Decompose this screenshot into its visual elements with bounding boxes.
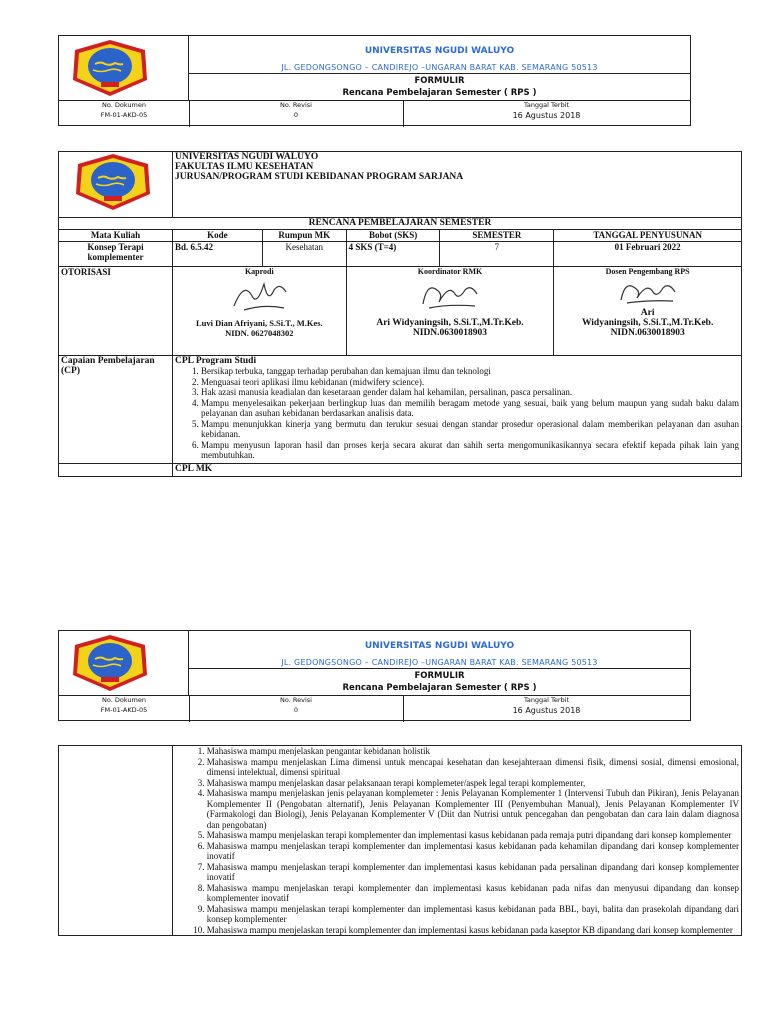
list-item: 1. Bersikap terbuka, tanggap terhadap perubahan dan kemajuan ilmu dan teknologi (201, 366, 739, 377)
header-form-title: Rencana Pembelajaran Semester ( RPS ) (342, 683, 537, 693)
dosen-label: Dosen Pengembang RPS (605, 267, 690, 276)
header-form-label: FORMULIR (414, 76, 465, 86)
cpl-prodi-list (175, 366, 739, 461)
list-item: 9. Mahasiswa mampu menjelaskan terapi komplementer dan implementasi kasus kebidanan pada BBL, bayi, balita dan prasekolah dipandang dari konsep komplementer (207, 904, 739, 925)
col-bobot: Bobot (SKS) (346, 230, 440, 242)
doc-no-label: No. Dokumen (102, 696, 146, 704)
cpl-mk-cell (172, 746, 741, 936)
header-footer (59, 100, 690, 127)
col-rumpun: Rumpun MK (262, 230, 346, 242)
col-mk: Mata Kuliah (59, 230, 173, 242)
rev-label: No. Revisi (280, 101, 312, 109)
col-tanggal: TANGGAL PENYUSUNAN (554, 230, 742, 242)
signature-icon (224, 276, 294, 316)
date-label: Tanggal Terbit (523, 101, 570, 109)
rev-value: 0 (293, 111, 299, 119)
rev-value: 0 (293, 706, 299, 714)
date-value: 16 Agustus 2018 (512, 706, 581, 715)
dosen-nidn: NIDN.0630018903 (610, 328, 685, 338)
logo-cell (59, 36, 189, 100)
header-form-label: FORMULIR (414, 671, 465, 681)
list-item: 4. Mahasiswa mampu menjelaskan jenis pelayanan komplemeter : Jenis Pelayanan Komplementer 1 (Intervensi Tubuh dan Pikiran), Jenis Pelayanan Komplementer II (Pengobatan alternatif), Jenis Pelayanan Komplementer III (Penyembuhan Manual), Jenis Pelayanan Komplementer IV (Farmakologi dan Biologi), Jenis Pelayanan Komplementer V (Diit dan Nutrisi untuk pencegahan dan pengobatan dan cara lain dalam diagnosa dan pengobatan) (207, 788, 739, 830)
cp-label: Capaian Pembelajaran (CP) (59, 356, 173, 464)
cpl-mk-list (175, 746, 739, 935)
list-item: 6. Mampu menyusun laporan hasil dan proses kerja secara akurat dan sahih serta mengomunikasikannya secara efektif kepada pihak lain yang membutuhkan. (201, 440, 739, 461)
header-title-area (189, 36, 690, 100)
institution-logo-cell (59, 152, 173, 218)
doc-no-value: FM-01-AKD-05 (100, 111, 148, 119)
header-address: JL. GEDONGSONGO – CANDIREJO –UNGARAN BARAT KAB. SEMARANG 50513 (281, 63, 598, 72)
col-semester: SEMESTER (440, 230, 554, 242)
header-form-title: Rencana Pembelajaran Semester ( RPS ) (342, 88, 537, 98)
list-item: 1. Mahasiswa mampu menjelaskan pengantar kebidanan holistik (207, 746, 739, 757)
signature-icon (613, 276, 683, 306)
cpl-mk-table (58, 745, 742, 936)
institution-line3: JURUSAN/PROGRAM STUDI KEBIDANAN PROGRAM SARJANA (174, 172, 464, 182)
university-logo-icon (67, 38, 153, 98)
dosen-name2: Widyaningsih, S.Si.T.,M.Tr.Keb. (581, 318, 714, 328)
list-item: 5. Mahasiswa mampu menjelaskan terapi komplementer dan implementasi kasus kebidanan pada remaja putri dipandang dari konsep komplementer (207, 830, 739, 841)
list-item: 10. Mahasiswa mampu menjelaskan terapi komplementer dan implementasi kasus kebidanan pada kaseptor KB dipandang dari konsep komplementer (207, 925, 739, 936)
header-title-area (189, 631, 690, 695)
list-item: 4. Mampu menyelesaikan pekerjaan berlingkup luas dan memilih beragam metode yang sesuai, baik yang belum maupun yang sudah baku dalam pelayanan dan asuhan kebidanan berdasarkan analisis data. (201, 398, 739, 419)
rmk-nidn: NIDN.0630018903 (412, 328, 488, 338)
rmk-name: Ari Widyaningsih, S.Si.T.,M.Tr.Keb. (376, 318, 524, 328)
list-item: 7. Mahasiswa mampu menjelaskan terapi komplementer dan implementasi kasus kebidanan pada persalinan dipandang dari konsep komplementer inovatif (207, 862, 739, 883)
course-mk: Konsep Terapi komplementer (59, 242, 173, 267)
dosen-cell (554, 267, 742, 356)
kaprodi-nidn: NIDN. 0627048302 (225, 328, 294, 338)
cpl-mk-label: CPL MK (172, 463, 741, 476)
rmk-label: Koordinator RMK (417, 267, 483, 276)
list-item: 6. Mahasiswa mampu menjelaskan terapi komplementer dan implementasi kasus kebidanan pada kehamilan dipandang dari konsep komplementer inovatif (207, 841, 739, 862)
issue-date (403, 101, 690, 127)
otorisasi-label: OTORISASI (59, 267, 173, 356)
course-semester: 7 (440, 242, 554, 267)
logo-cell (59, 631, 189, 695)
list-item: 3. Hak azasi manusia keadialan dan kesetaraan gender dalam hal kehamilan, persalinan, pasca persalinan. (201, 387, 739, 398)
signature-icon (415, 276, 485, 316)
date-label: Tanggal Terbit (523, 696, 570, 704)
list-item: 3. Mahasiswa mampu menjelaskan dasar pelaksanaan terapi komplemeter/aspek legal terapi komplementer, (207, 778, 739, 789)
header-university: UNIVERSITAS NGUDI WALUYO (364, 641, 515, 651)
header-address: JL. GEDONGSONGO – CANDIREJO –UNGARAN BARAT KAB. SEMARANG 50513 (281, 658, 598, 667)
doc-no (59, 696, 189, 722)
institution-line1: UNIVERSITAS NGUDI WALUYO (174, 152, 319, 162)
course-rumpun: Kesehatan (262, 242, 346, 267)
list-item: 8. Mahasiswa mampu menjelaskan terapi komplementer dan implementasi kasus kebidanan pada nifas dan menyusui dipandang dan konsep komplementer inovatif (207, 883, 739, 904)
form-header-2 (58, 630, 691, 721)
list-item: 5. Mampu menunjukkan kinerja yang bermutu dan terukur sesuai dengan standar prosedur operasional dalam memberikan pelayanan dan asuhan kebidanan. (201, 419, 739, 440)
issue-date (403, 696, 690, 722)
rev-label: No. Revisi (280, 696, 312, 704)
course-bobot: 4 SKS (T=4) (346, 242, 440, 267)
kaprodi-name: Luvi Dian Afriyani, S.Si.T., M.Kes. (196, 318, 323, 328)
rps-title: RENCANA PEMBELAJARAN SEMESTER (59, 218, 742, 230)
list-item: 2. Mahasiswa mampu menjelaskan Lima dimensi untuk mencapai kesehatan dan kesejahteraan dimensi fisik, dimensi sosial, dimensi emosional, dimensi intelektual, dimensi spiritual (207, 757, 739, 778)
doc-no-value: FM-01-AKD-05 (100, 706, 148, 714)
divider (189, 668, 690, 669)
doc-no-label: No. Dokumen (102, 101, 146, 109)
divider (189, 73, 690, 74)
university-logo-icon (61, 152, 165, 212)
empty-cell (59, 746, 173, 936)
kaprodi-cell (172, 267, 346, 356)
header-university: UNIVERSITAS NGUDI WALUYO (364, 46, 515, 56)
course-kode: Bd. 6.5.42 (172, 242, 262, 267)
kaprodi-label: Kaprodi (244, 267, 274, 276)
cpl-prodi-cell (172, 356, 741, 464)
rps-table (58, 151, 742, 477)
course-tanggal: 01 Februari 2022 (554, 242, 742, 267)
form-header-1 (58, 35, 691, 126)
rev-no (189, 696, 403, 722)
doc-no (59, 101, 189, 127)
col-kode: Kode (172, 230, 262, 242)
institution-cell (172, 152, 741, 218)
cpl-prodi-label: CPL Program Studi (174, 356, 257, 366)
date-value: 16 Agustus 2018 (512, 111, 581, 120)
empty-cell (59, 463, 173, 476)
list-item: 2. Menguasai teori aplikasi ilmu kebidanan (midwifery science). (201, 377, 739, 388)
institution-line2: FAKULTAS ILMU KESEHATAN (174, 162, 314, 172)
university-logo-icon (67, 633, 153, 693)
rev-no (189, 101, 403, 127)
rmk-cell (346, 267, 554, 356)
header-footer (59, 695, 690, 722)
dosen-name1: Ari (640, 308, 655, 318)
